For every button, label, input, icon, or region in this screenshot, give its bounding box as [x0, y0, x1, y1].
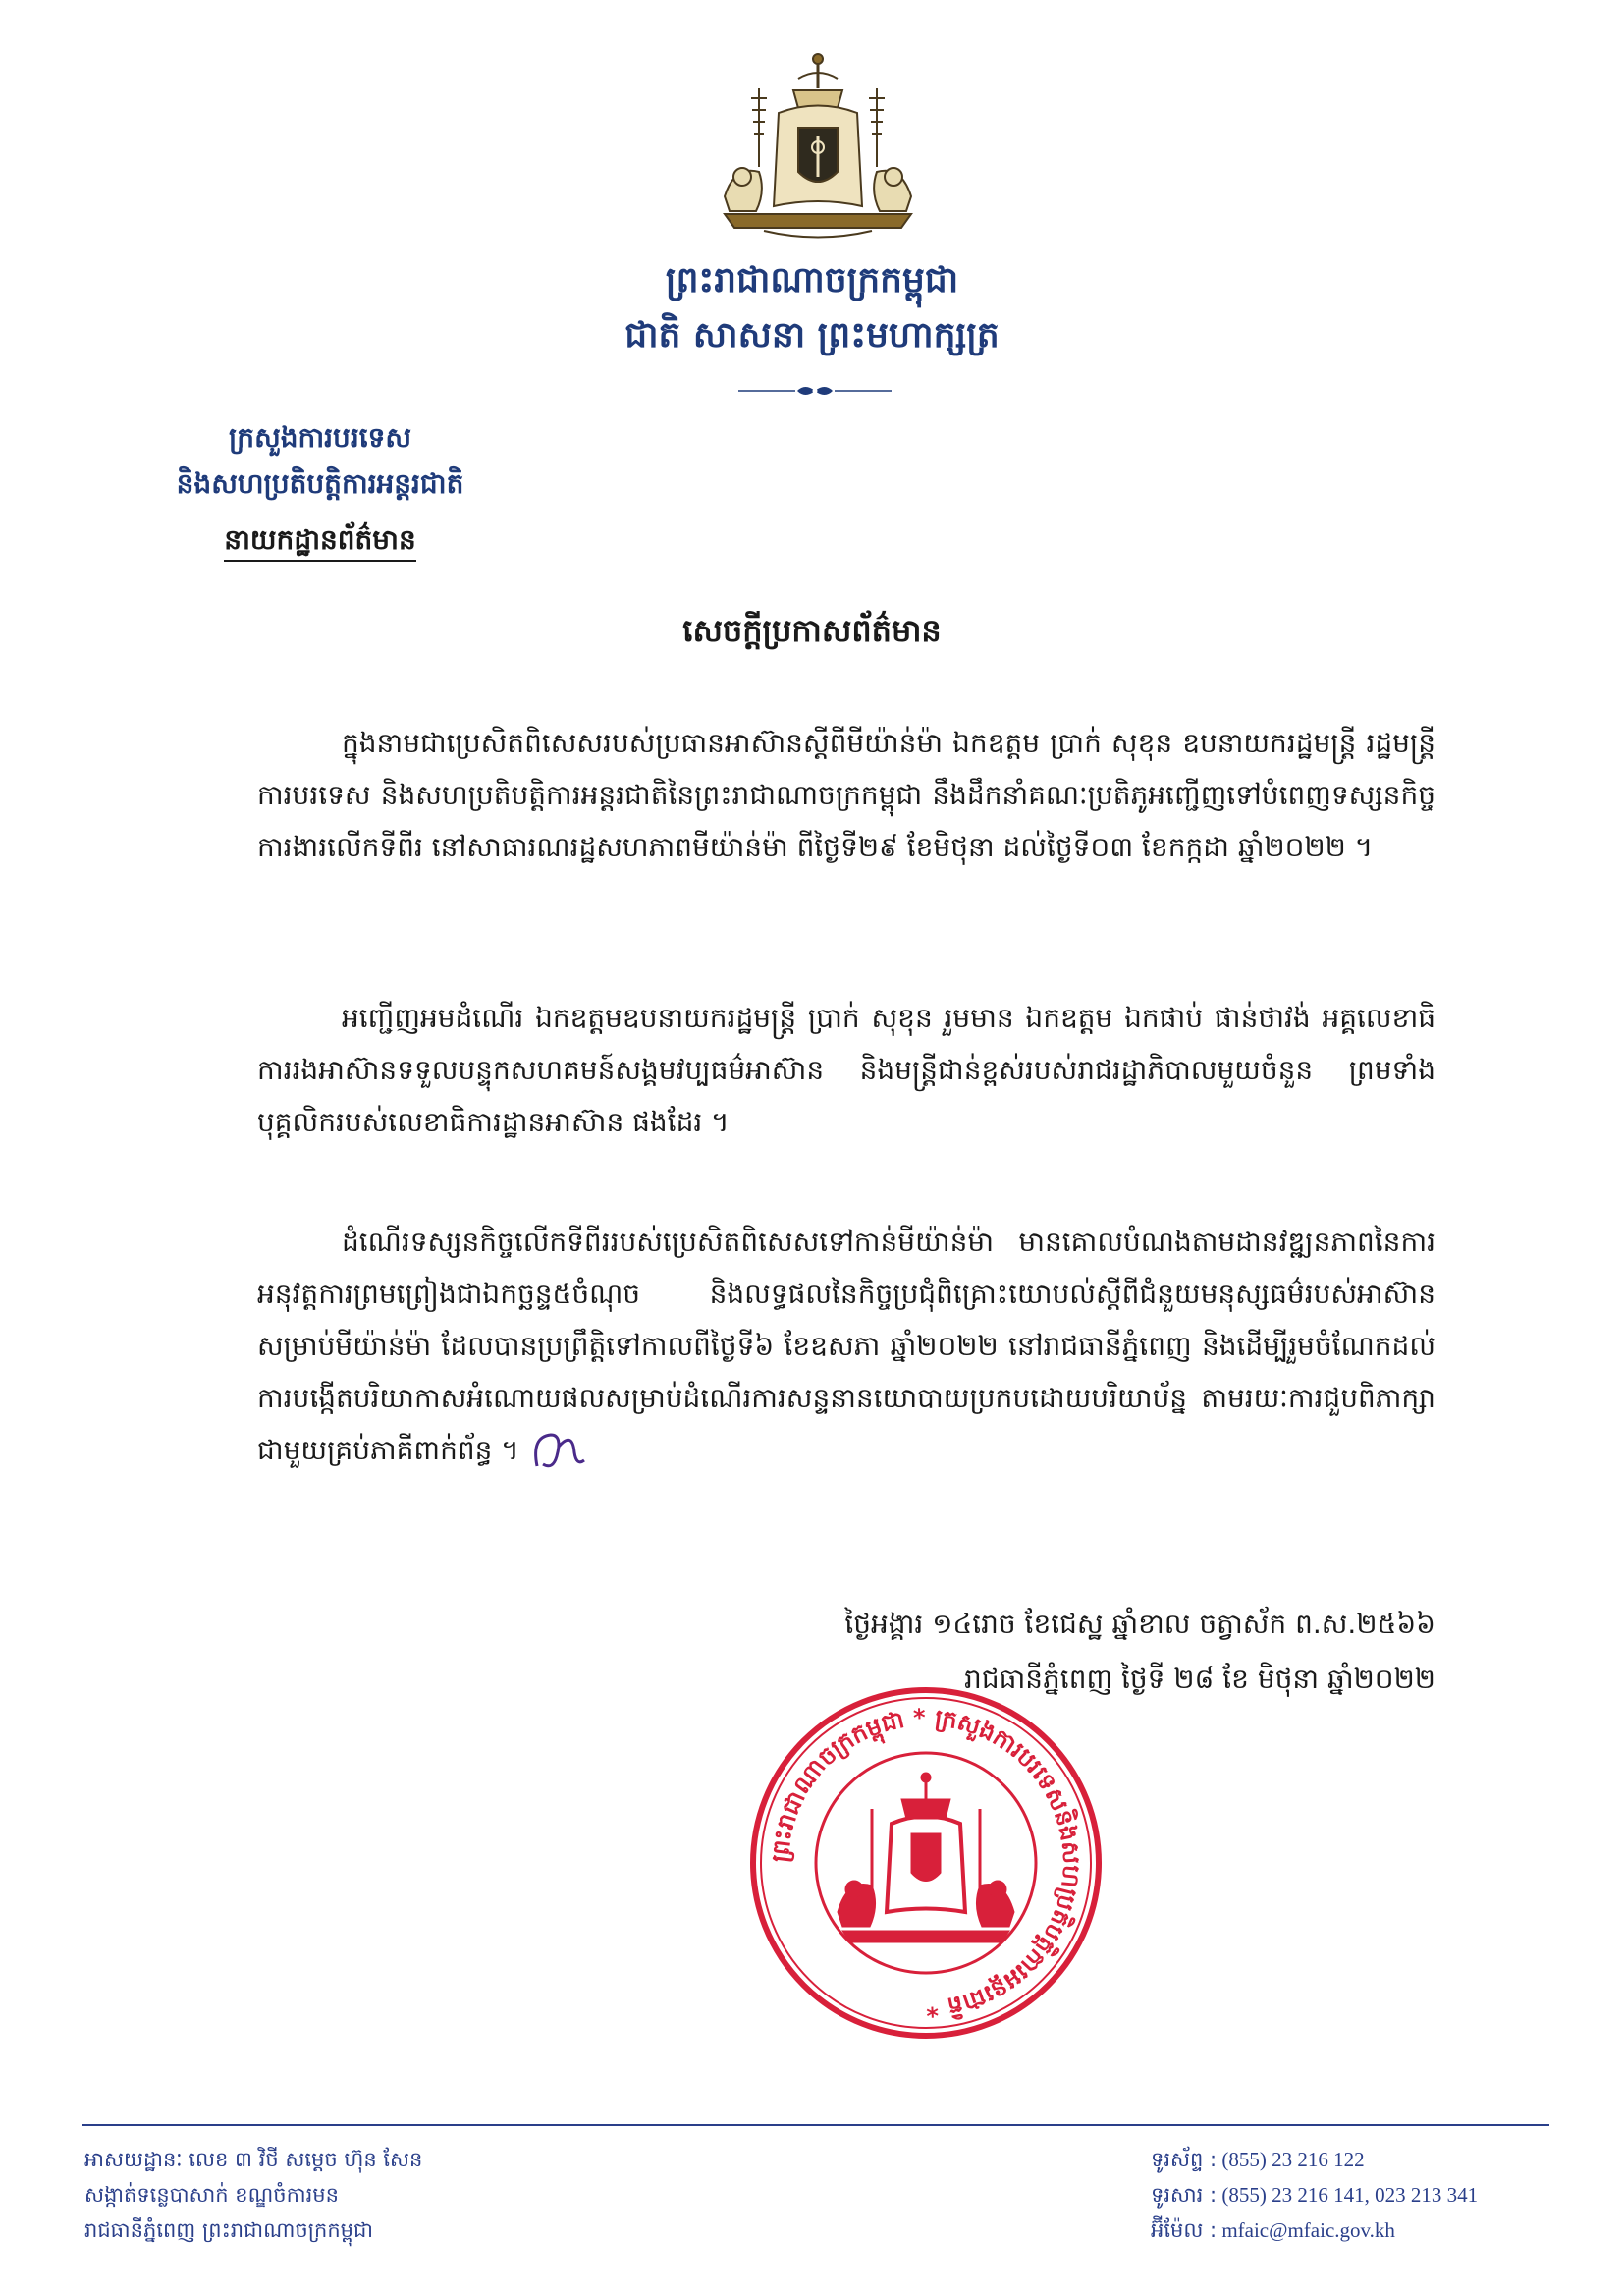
lunar-date: ថ្ងៃអង្គារ ១៤រោច ខែជេស្ឋ ឆ្នាំខាល ចត្វាស័ក ព.ស.២៥៦៦: [844, 1608, 1435, 1640]
email-label: អ៊ីម៉ែល :: [1151, 2218, 1218, 2242]
footer-phone: [1151, 2147, 1365, 2177]
body-paragraph-3: [257, 1216, 1435, 1476]
fax-label: ទូរសារ :: [1151, 2183, 1218, 2207]
footer-email: [1151, 2217, 1395, 2248]
paragraph-1-text: ក្នុងនាមជាប្រេសិតពិសេសរបស់ប្រធានអាស៊ានស្ដីពីមីយ៉ាន់ម៉ា ឯកឧត្តម ប្រាក់ សុខុន ឧបនាយករដ្ឋមន្ត្រី រដ្ឋមន្ត្រីការបរទេស និងសហប្រតិបត្តិការអន្តរជាតិនៃព្រះរាជាណាចក្រកម្ពុជា នឹងដឹកនាំគណៈប្រតិភូអញ្ជើញទៅបំពេញទស្សនកិច្ចការងារលើកទីពីរ នៅសាធារណរដ្ឋសហភាពមីយ៉ាន់ម៉ា ពីថ្ងៃទី២៩ ខែមិថុនា ដល់ថ្ងៃទី០៣ ខែកក្កដា ឆ្នាំ២០២២ ។: [257, 727, 1435, 863]
phone-value: (855) 23 216 122: [1221, 2148, 1365, 2171]
footer-address-line2: សង្កាត់ទន្លេបាសាក់ ខណ្ឌចំការមន: [84, 2183, 339, 2207]
footer-address-line1: អាសយដ្ឋានៈ លេខ ៣ វិថី សម្ដេច ហ៊ុន សែន: [84, 2148, 423, 2171]
document-title: សេចក្ដីប្រកាសព័ត៌មាន: [682, 612, 942, 649]
national-motto: ជាតិ សាសនា ព្រះមហាក្សត្រ: [624, 315, 1000, 355]
seal-text: ព្រះរាជាណាចក្រកម្ពុជា * ក្រសួងការបរទេសនិងសហប្រតិបត្តិការអន្តរជាតិ *: [766, 1703, 1086, 2023]
body-paragraph-2: [257, 992, 1435, 1148]
official-seal-icon: [744, 1681, 1108, 2045]
department-name: [114, 522, 526, 563]
phone-label: ទូរស័ព្ទ :: [1151, 2148, 1218, 2171]
solar-date-place: រាជធានីភ្នំពេញ ថ្ងៃទី ២៨ ខែ មិថុនា ឆ្នាំ២០២២: [964, 1663, 1435, 1695]
paragraph-2-text: អញ្ជើញអមដំណើរ ឯកឧត្តមឧបនាយករដ្ឋមន្ត្រី ប្រាក់ សុខុន រួមមាន ឯកឧត្តម ឯកផាប់ ផាន់ថាវង់ អគ្គលេខាធិការរងអាស៊ានទទួលបន្ទុកសហគមន៍សង្គមវប្បធម៌អាស៊ាន និងមន្ត្រីជាន់ខ្ពស់របស់រាជរដ្ឋាភិបាលមួយចំនួន ព្រមទាំងបុគ្គលិករបស់លេខាធិការដ្ឋានអាស៊ាន ផងដែរ ។: [257, 1002, 1435, 1138]
footer-divider: [82, 2124, 1549, 2126]
fax-value: (855) 23 216 141, 023 213 341: [1221, 2183, 1479, 2207]
handwritten-initials-icon: [529, 1427, 588, 1476]
department-name-text: នាយកដ្ឋានព័ត៌មាន: [224, 523, 416, 562]
ornamental-divider-icon: [736, 381, 893, 401]
royal-coat-of-arms-icon: [705, 49, 931, 246]
footer-fax: [1151, 2182, 1478, 2213]
body-paragraph-1: [257, 717, 1435, 873]
paragraph-3-text: ដំណើរទស្សនកិច្ចលើកទីពីររបស់ប្រេសិតពិសេសទៅកាន់មីយ៉ាន់ម៉ា មានគោលបំណងតាមដានវឌ្ឍនភាពនៃការអនុវត្តការព្រមព្រៀងជាឯកច្ឆន្ទ៥ចំណុច និងលទ្ធផលនៃកិច្ចប្រជុំពិគ្រោះយោបល់ស្ដីពីជំនួយមនុស្សធម៌របស់អាស៊ានសម្រាប់មីយ៉ាន់ម៉ា ដែលបានប្រព្រឹត្តិទៅកាលពីថ្ងៃទី៦ ខែឧសភា ឆ្នាំ២០២២ នៅរាជធានីភ្នំពេញ និងដើម្បីរួមចំណែកដល់ការបង្កើតបរិយាកាសអំណោយផលសម្រាប់ដំណើរការសន្ទនានយោបាយប្រកបដោយបរិយាប័ន្ន តាមរយៈការជួបពិភាក្សាជាមួយគ្រប់ភាគីពាក់ព័ន្ធ ។: [257, 1226, 1435, 1466]
kingdom-heading: ព្រះរាជាណាចក្រកម្ពុជា: [665, 260, 959, 301]
email-value: mfaic@mfaic.gov.kh: [1221, 2218, 1395, 2242]
ministry-name-line1: ក្រសួងការបរទេស: [228, 421, 412, 454]
ministry-name-line2: និងសហប្រតិបត្តិការអន្តរជាតិ: [176, 467, 464, 500]
footer-address-line3: រាជធានីភ្នំពេញ ព្រះរាជាណាចក្រកម្ពុជា: [84, 2218, 373, 2242]
